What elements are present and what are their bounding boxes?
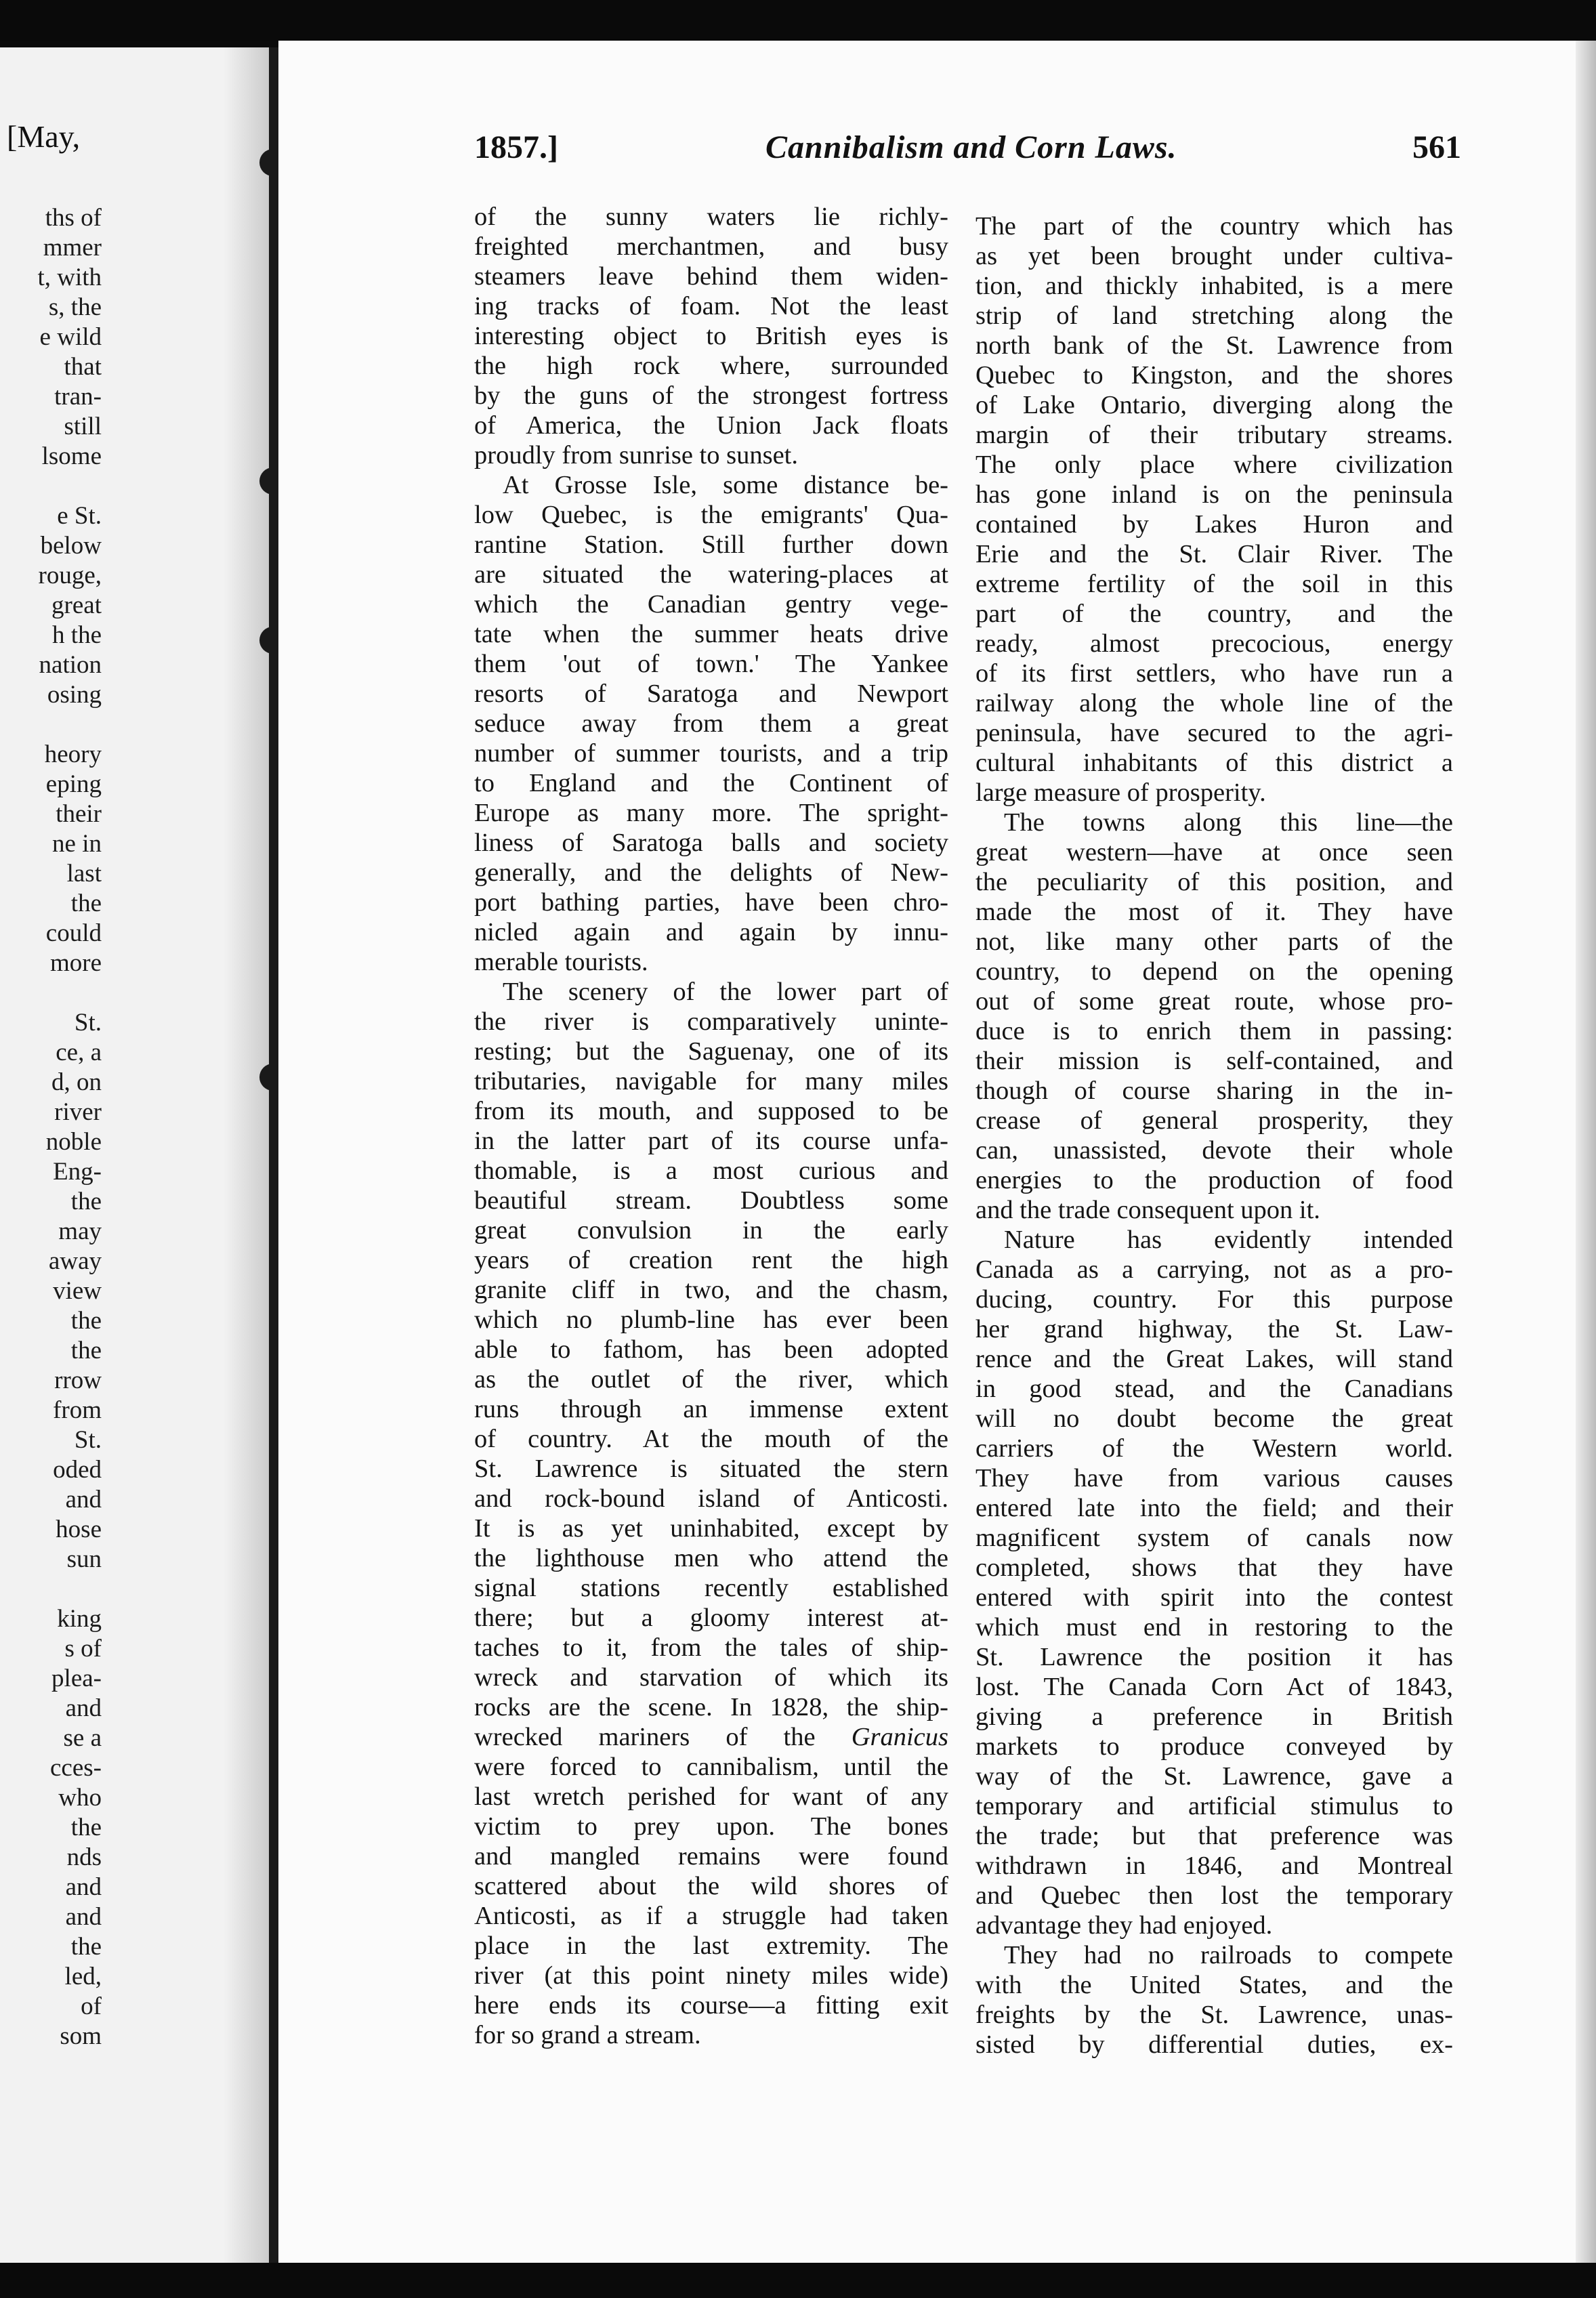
left-page-line: nation	[39, 651, 102, 679]
text-line: runs through an immense extent	[474, 1395, 948, 1423]
left-page-line: the	[70, 1933, 102, 1961]
text-line: At Grosse Isle, some distance be-	[503, 471, 948, 499]
left-page-line: and	[65, 1486, 102, 1513]
left-page-line: ce, a	[56, 1039, 102, 1066]
text-line: beautiful stream. Doubtless some	[474, 1186, 948, 1215]
text-line: which the Canadian gentry vege-	[474, 590, 948, 619]
left-page-line: more	[49, 949, 102, 977]
text-line: victim to prey upon. The bones	[474, 1812, 948, 1841]
left-page-line: St.	[74, 1009, 102, 1037]
text-line: low Quebec, is the emigrants' Qua-	[474, 501, 948, 529]
text-line: the high rock where, surrounded	[474, 352, 948, 380]
text-line: markets to produce conveyed by	[975, 1732, 1453, 1761]
text-line: granite cliff in two, and the chasm,	[474, 1276, 948, 1304]
text-line: port bathing parties, have been chro-	[474, 888, 948, 917]
text-line: not, like many other parts of the	[975, 927, 1453, 956]
text-line: The towns along this line—the	[1004, 808, 1453, 837]
left-page-line: s of	[64, 1635, 102, 1663]
text-line: out of some great route, whose pro-	[975, 987, 1453, 1016]
text-line: sisted by differential duties, ex-	[975, 2030, 1453, 2059]
text-line: extreme fertility of the soil in this	[975, 570, 1453, 598]
text-line: to England and the Continent of	[474, 769, 948, 797]
text-line: place in the last extremity. The	[474, 1931, 948, 1960]
left-page-line: rrow	[54, 1366, 102, 1394]
text-line: great convulsion in the early	[474, 1216, 948, 1245]
left-page-line: the	[70, 1814, 102, 1841]
left-page-line: away	[48, 1247, 102, 1275]
text-line: carriers of the Western world.	[975, 1434, 1453, 1463]
text-line: tion, and thickly inhabited, is a mere	[975, 272, 1453, 300]
book-spine	[269, 47, 278, 2263]
text-line: part of the country, and the	[975, 600, 1453, 628]
text-line: contained by Lakes Huron and	[975, 510, 1453, 539]
left-page-line: ths of	[45, 204, 102, 232]
left-page-text-strip	[0, 203, 102, 2051]
text-line: St. Lawrence is situated the stern	[474, 1455, 948, 1483]
ship-name: Granicus	[851, 1723, 948, 1751]
text-line: the river is comparatively uninte-	[474, 1007, 948, 1036]
left-page-line: led,	[64, 1963, 102, 1990]
text-line: ducing, country. For this purpose	[975, 1285, 1453, 1314]
left-page-line: e St.	[57, 502, 102, 530]
left-page-line: who	[58, 1784, 102, 1812]
text-line: for so grand a stream.	[474, 2021, 701, 2049]
running-title: Cannibalism and Corn Laws.	[765, 129, 1177, 165]
text-line: The scenery of the lower part of	[503, 978, 948, 1006]
left-page-line: eping	[45, 770, 102, 798]
text-line: lost. The Canada Corn Act of 1843,	[975, 1673, 1453, 1701]
text-line: giving a preference in British	[975, 1702, 1453, 1731]
text-line: wrecked mariners of the Granicus	[474, 1723, 948, 1751]
text-line: last wretch perished for want of any	[474, 1782, 948, 1811]
text-line: the lighthouse men who attend the	[474, 1544, 948, 1572]
text-line: Erie and the St. Clair River. The	[975, 540, 1453, 568]
text-line: and Quebec then lost the temporary	[975, 1881, 1453, 1910]
left-page-line: of	[81, 1992, 102, 2020]
text-line: wreck and starvation of which its	[474, 1663, 948, 1692]
text-column-left	[474, 202, 948, 2050]
text-line: thomable, is a most curious and	[474, 1156, 948, 1185]
text-line: them 'out of town.' The Yankee	[474, 650, 948, 678]
text-line: tributaries, navigable for many miles	[474, 1067, 948, 1095]
left-page-line: cces-	[50, 1754, 102, 1782]
text-line: with the United States, and the	[975, 1971, 1453, 1999]
left-page-line: plea-	[51, 1665, 102, 1692]
text-line: advantage they had enjoyed.	[975, 1911, 1273, 1940]
left-page-line: rouge,	[38, 562, 102, 589]
text-line: strip of land stretching along the	[975, 301, 1453, 330]
left-page-line: tran-	[54, 383, 102, 411]
scan-bottom-border	[0, 2263, 1596, 2298]
text-column-right	[975, 211, 1453, 2060]
left-page-line: Eng-	[53, 1158, 102, 1186]
text-line: as yet been brought under cultiva-	[975, 242, 1453, 270]
text-line: duce is to enrich them in passing:	[975, 1017, 1453, 1045]
text-line: temporary and artificial stimulus to	[975, 1792, 1453, 1820]
text-line: great western—have at once seen	[975, 838, 1453, 866]
page-number: 561	[1412, 129, 1461, 165]
text-line: and rock-bound island of Anticosti.	[474, 1484, 948, 1513]
left-page-line: noble	[45, 1128, 102, 1156]
left-page-line	[0, 710, 102, 740]
left-page-line	[0, 978, 102, 1008]
text-line: entered late into the field; and their	[975, 1494, 1453, 1522]
text-line: years of creation rent the high	[474, 1246, 948, 1274]
text-line: resorts of Saratoga and Newport	[474, 680, 948, 708]
text-line: taches to it, from the tales of ship-	[474, 1633, 948, 1662]
left-page-line: St.	[74, 1426, 102, 1454]
text-line: steamers leave behind them widen-	[474, 262, 948, 291]
left-page-line: great	[51, 591, 102, 619]
left-page-line: e wild	[39, 323, 102, 351]
left-page-line: still	[64, 413, 102, 440]
text-line: interesting object to British eyes is	[474, 322, 948, 350]
text-line: The only place where civilization	[975, 451, 1453, 479]
left-page-line: view	[53, 1277, 102, 1305]
left-page-line: osing	[47, 681, 102, 709]
text-line: can, unassisted, devote their whole	[975, 1136, 1453, 1165]
left-page-line: that	[64, 353, 102, 381]
text-line: It is as yet uninhabited, except by	[474, 1514, 948, 1543]
left-page-line: and	[65, 1873, 102, 1901]
left-page-line: the	[70, 1307, 102, 1335]
left-page-line: their	[56, 800, 102, 828]
left-page-line: sun	[66, 1545, 102, 1573]
left-page-line: hose	[56, 1516, 102, 1543]
text-line: were forced to cannibalism, until the	[474, 1753, 948, 1781]
left-page-line: from	[53, 1396, 102, 1424]
text-line: crease of general prosperity, they	[975, 1106, 1453, 1135]
left-page-line: s, the	[48, 293, 102, 321]
left-page-line	[0, 472, 102, 501]
text-line: and the trade consequent upon it.	[975, 1196, 1320, 1224]
text-line: liness of Saratoga balls and society	[474, 829, 948, 857]
left-page-line: ne in	[52, 830, 102, 858]
scan-top-border	[0, 0, 1596, 41]
text-line: railway along the whole line of the	[975, 689, 1453, 717]
left-page-line: h the	[52, 621, 102, 649]
text-line: freights by the St. Lawrence, unas-	[975, 2001, 1453, 2029]
text-line: of America, the Union Jack floats	[474, 411, 948, 440]
text-line: margin of their tributary streams.	[975, 421, 1453, 449]
left-page-line: the	[70, 890, 102, 917]
text-line: north bank of the St. Lawrence from	[975, 331, 1453, 360]
text-line: rantine Station. Still further down	[474, 530, 948, 559]
text-line: are situated the watering-places at	[474, 560, 948, 589]
text-line: by the guns of the strongest fortress	[474, 381, 948, 410]
text-line: rence and the Great Lakes, will stand	[975, 1345, 1453, 1373]
text-line: in good stead, and the Canadians	[975, 1375, 1453, 1403]
left-page-line: the	[70, 1337, 102, 1364]
header-year: 1857.]	[474, 129, 558, 165]
text-line: Quebec to Kingston, and the shores	[975, 361, 1453, 390]
text-line: withdrawn in 1846, and Montreal	[975, 1852, 1453, 1880]
text-line: nicled again and again by innu-	[474, 918, 948, 946]
text-line: of the sunny waters lie richly-	[474, 203, 948, 231]
text-line: generally, and the delights of New-	[474, 858, 948, 887]
text-line: scattered about the wild shores of	[474, 1872, 948, 1900]
text-line: freighted merchantmen, and busy	[474, 232, 948, 261]
text-line: river (at this point ninety miles wide)	[474, 1961, 948, 1990]
text-line: will no doubt become the great	[975, 1404, 1453, 1433]
left-page-line: the	[70, 1188, 102, 1215]
left-page-line: d, on	[51, 1068, 102, 1096]
text-line: way of the St. Lawrence, gave a	[975, 1762, 1453, 1791]
text-line: The part of the country which has	[975, 212, 1453, 241]
text-line: tate when the summer heats drive	[474, 620, 948, 648]
left-page-line: and	[65, 1903, 102, 1931]
text-line: They have from various causes	[975, 1464, 1453, 1492]
left-page-header: [May,	[7, 119, 81, 154]
text-line: number of summer tourists, and a trip	[474, 739, 948, 768]
left-page-line: could	[45, 919, 102, 947]
text-line: though of course sharing in the in-	[975, 1077, 1453, 1105]
text-line: here ends its course—a fitting exit	[474, 1991, 948, 2020]
text-line: of country. At the mouth of the	[474, 1425, 948, 1453]
text-line: completed, shows that they have	[975, 1553, 1453, 1582]
left-page-line: se a	[63, 1724, 102, 1752]
left-page-line: nds	[66, 1843, 102, 1871]
text-line: magnificent system of canals now	[975, 1524, 1453, 1552]
left-page-line: below	[40, 532, 102, 560]
text-line: their mission is self-contained, and	[975, 1047, 1453, 1075]
text-line: energies to the production of food	[975, 1166, 1453, 1194]
text-line: ready, almost precocious, energy	[975, 629, 1453, 658]
text-line: cultural inhabitants of this district a	[975, 749, 1453, 777]
text-line: St. Lawrence the position it has	[975, 1643, 1453, 1671]
text-line: country, to depend on the opening	[975, 957, 1453, 986]
left-page-line	[0, 1574, 102, 1604]
text-line: made the most of it. They have	[975, 898, 1453, 926]
text-line: signal stations recently established	[474, 1574, 948, 1602]
text-line: proudly from sunrise to sunset.	[474, 441, 798, 469]
text-line: of Lake Ontario, diverging along the	[975, 391, 1453, 419]
text-line: there; but a gloomy interest at-	[474, 1604, 948, 1632]
text-line: which no plumb-line has ever been	[474, 1305, 948, 1334]
left-page-line: may	[58, 1217, 102, 1245]
text-line: from its mouth, and supposed to be	[474, 1097, 948, 1125]
text-line: large measure of prosperity.	[975, 778, 1266, 807]
text-line: in the latter part of its course unfa-	[474, 1127, 948, 1155]
text-line: rocks are the scene. In 1828, the ship-	[474, 1693, 948, 1721]
left-page-line: last	[66, 860, 102, 887]
left-page-line: lsome	[41, 442, 102, 470]
left-page-line: oded	[53, 1456, 102, 1484]
text-line: resting; but the Saguenay, one of its	[474, 1037, 948, 1066]
text-line: her grand highway, the St. Law-	[975, 1315, 1453, 1343]
text-line: Europe as many more. The spright-	[474, 799, 948, 827]
text-line: merable tourists.	[474, 948, 648, 976]
text-line: ing tracks of foam. Not the least	[474, 292, 948, 320]
text-line: the trade; but that preference was	[975, 1822, 1453, 1850]
left-page-line: mmer	[43, 234, 102, 262]
text-line: entered with spirit into the contest	[975, 1583, 1453, 1612]
text-line: the peculiarity of this position, and	[975, 868, 1453, 896]
text-line: They had no railroads to compete	[1004, 1941, 1453, 1969]
left-page-line: and	[65, 1694, 102, 1722]
left-page-line: heory	[44, 740, 102, 768]
text-line: able to fathom, has been adopted	[474, 1335, 948, 1364]
left-page-line: king	[57, 1605, 102, 1633]
text-line: as the outlet of the river, which	[474, 1365, 948, 1394]
right-page-edge	[1576, 41, 1596, 2263]
left-page-line: som	[60, 2022, 102, 2050]
text-line: Canada as a carrying, not as a pro-	[975, 1255, 1453, 1284]
text-line: Nature has evidently intended	[1004, 1226, 1453, 1254]
left-page-line: river	[54, 1098, 102, 1126]
text-line: has gone inland is on the peninsula	[975, 480, 1453, 509]
text-line: and mangled remains were found	[474, 1842, 948, 1871]
text-line: Anticosti, as if a struggle had taken	[474, 1902, 948, 1930]
text-line: peninsula, have secured to the agri-	[975, 719, 1453, 747]
text-line: seduce away from them a great	[474, 709, 948, 738]
text-line: which must end in restoring to the	[975, 1613, 1453, 1642]
left-page-line: t, with	[37, 264, 102, 291]
text-line: of its first settlers, who have run a	[975, 659, 1453, 688]
